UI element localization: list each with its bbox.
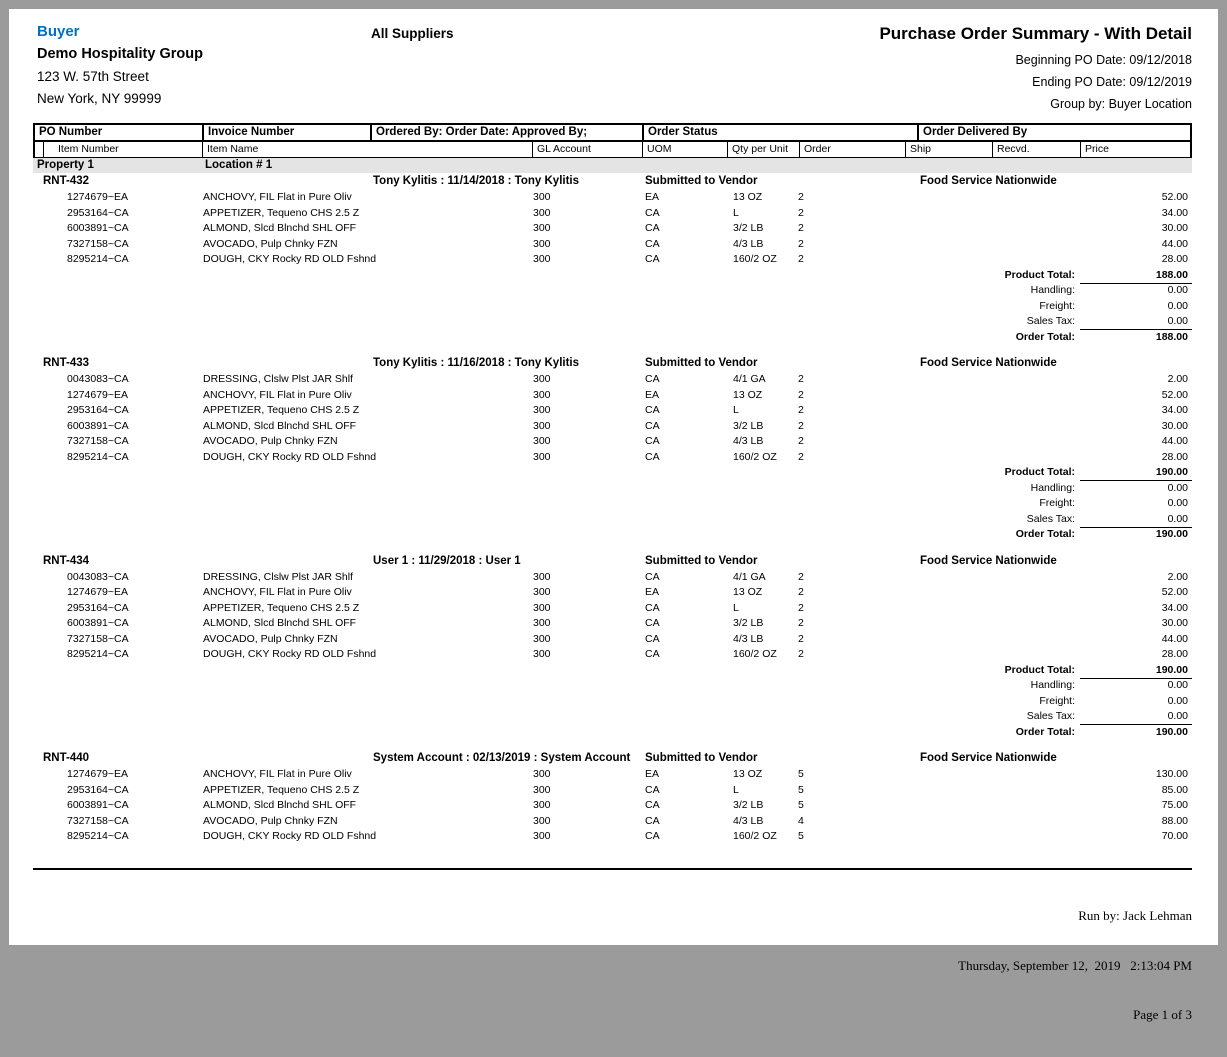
col-order-status: Order Status: [642, 125, 718, 140]
order-status: Submitted to Vendor: [645, 357, 758, 369]
po-number: RNT-433: [43, 357, 90, 369]
order-qty: 2: [798, 450, 804, 463]
col-ship: Ship: [905, 142, 931, 157]
item-name: DOUGH, CKY Rocky RD OLD Fshnd: [203, 253, 377, 265]
order-status: Submitted to Vendor: [645, 175, 758, 187]
order-qty: 2: [798, 586, 804, 598]
product-total-label: Product Total:: [1004, 466, 1075, 478]
item-number: 8295214~CA: [67, 648, 129, 660]
product-total-row: [33, 268, 1192, 284]
report-footer: [958, 875, 1192, 1057]
item-name: APPETIZER, Tequeno CHS 2.5 Z: [203, 601, 360, 614]
gl-account: 300: [533, 419, 551, 432]
order-total-value: 190.00: [1155, 528, 1188, 540]
table-header-item-row: [35, 142, 1190, 157]
gl-account: 300: [533, 570, 551, 583]
address-line-1: 123 W. 57th Street: [37, 69, 149, 84]
order-qty: 2: [798, 632, 804, 645]
po-header-row: [33, 356, 1192, 372]
item-number: 8295214~CA: [67, 830, 129, 842]
freight-row: [33, 299, 1192, 315]
order-total-value: 190.00: [1155, 725, 1188, 738]
col-qty-per-unit: Qty per Unit: [727, 142, 788, 157]
uom: EA: [645, 388, 660, 401]
handling-row: [33, 283, 1192, 299]
item-number: 6003891~CA: [67, 799, 129, 811]
item-number: 2953164~CA: [67, 783, 129, 796]
uom: CA: [645, 783, 660, 796]
item-name: AVOCADO, Pulp Chnky FZN: [203, 814, 338, 827]
sales-tax-label: Sales Tax:: [1026, 315, 1075, 327]
table-header: [33, 123, 1192, 159]
property-name: Property 1: [37, 159, 94, 171]
sales-tax-row: [33, 709, 1192, 725]
uom: CA: [645, 601, 660, 614]
qty-per-unit: 160/2 OZ: [733, 253, 777, 265]
gl-account: 300: [533, 222, 551, 234]
order-qty: 5: [798, 830, 804, 842]
item-number: 1274679~EA: [67, 191, 129, 203]
gl-account: 300: [533, 206, 551, 219]
po-header-row: [33, 174, 1192, 190]
gl-account: 300: [533, 404, 551, 416]
ending-po-date: Ending PO Date: 09/12/2019: [1032, 75, 1192, 89]
qty-per-unit: 4/1 GA: [733, 570, 766, 583]
item-number: 1274679~EA: [67, 586, 129, 598]
item-row: [33, 632, 1192, 648]
price: 34.00: [1161, 404, 1188, 416]
gl-account: 300: [533, 586, 551, 598]
gl-account: 300: [533, 768, 551, 780]
uom: EA: [645, 586, 660, 598]
col-item-name: Item Name: [202, 142, 258, 157]
item-row: [33, 403, 1192, 419]
buyer-label: Buyer: [37, 23, 80, 40]
col-po-number: PO Number: [39, 126, 103, 138]
qty-per-unit: 13 OZ: [733, 768, 763, 780]
po-number: RNT-432: [43, 175, 90, 187]
item-number: 2953164~CA: [67, 601, 129, 614]
freight-value: 0.00: [1167, 694, 1188, 707]
qty-per-unit: 4/3 LB: [733, 435, 764, 447]
order-qty: 5: [798, 768, 804, 780]
item-name: ALMOND, Slcd Blnchd SHL OFF: [203, 419, 357, 432]
uom: CA: [645, 632, 660, 645]
handling-row: [33, 481, 1192, 497]
item-name: AVOCADO, Pulp Chnky FZN: [203, 237, 338, 250]
po-block: [33, 356, 1192, 543]
order-delivered-by: Food Service Nationwide: [920, 357, 1057, 369]
price: 2.00: [1167, 570, 1188, 583]
price: 130.00: [1155, 768, 1188, 780]
qty-per-unit: 4/1 GA: [733, 373, 766, 385]
handling-row: [33, 678, 1192, 694]
col-invoice-number: Invoice Number: [202, 125, 294, 140]
item-name: ALMOND, Slcd Blnchd SHL OFF: [203, 222, 357, 234]
price: 34.00: [1161, 206, 1188, 219]
ordered-by: System Account : 02/13/2019 : System Account: [373, 752, 631, 764]
col-ordered-by: Ordered By: Order Date: Approved By;: [370, 125, 587, 140]
price: 70.00: [1161, 830, 1188, 842]
order-total-row: [33, 527, 1192, 543]
item-row: [33, 252, 1192, 268]
qty-per-unit: L: [733, 404, 739, 416]
uom: CA: [645, 373, 660, 385]
item-name: ANCHOVY, FIL Flat in Pure Oliv: [203, 191, 352, 203]
report-page: [9, 9, 1218, 1022]
product-total-label: Product Total:: [1004, 663, 1075, 676]
item-row: [33, 616, 1192, 632]
order-qty: 5: [798, 783, 804, 796]
order-qty: 2: [798, 388, 804, 401]
group-by: Group by: Buyer Location: [1050, 97, 1192, 111]
qty-per-unit: 4/3 LB: [733, 814, 764, 827]
col-item-number: Item Number: [43, 142, 119, 157]
item-name: DOUGH, CKY Rocky RD OLD Fshnd: [203, 648, 377, 660]
item-number: 7327158~CA: [67, 435, 129, 447]
qty-per-unit: 13 OZ: [733, 388, 763, 401]
item-number: 7327158~CA: [67, 814, 129, 827]
po-number: RNT-434: [43, 554, 90, 567]
buyer-address-block: [37, 23, 203, 113]
item-row: [33, 814, 1192, 830]
item-row: [33, 419, 1192, 435]
price: 28.00: [1161, 450, 1188, 463]
order-delivered-by: Food Service Nationwide: [920, 752, 1057, 764]
handling-value: 0.00: [1167, 481, 1188, 494]
item-number: 1274679~EA: [67, 388, 129, 401]
freight-label: Freight:: [1039, 299, 1075, 312]
item-row: [33, 190, 1192, 206]
order-delivered-by: Food Service Nationwide: [920, 554, 1057, 567]
uom: CA: [645, 435, 660, 447]
item-row: [33, 237, 1192, 253]
address-line-2: New York, NY 99999: [37, 91, 162, 106]
uom: EA: [645, 191, 660, 203]
item-row: [33, 829, 1192, 845]
price: 52.00: [1161, 388, 1188, 401]
order-qty: 2: [798, 435, 804, 447]
report-title: Purchase Order Summary - With Detail: [879, 24, 1192, 43]
item-number: 2953164~CA: [67, 206, 129, 219]
item-number: 8295214~CA: [67, 450, 129, 463]
price: 34.00: [1161, 601, 1188, 614]
handling-value: 0.00: [1167, 679, 1188, 691]
sales-tax-value: 0.00: [1080, 314, 1192, 330]
product-total-row: [33, 663, 1192, 679]
order-qty: 5: [798, 799, 804, 811]
run-by: Run by: Jack Lehman: [1078, 908, 1192, 923]
order-total-row: [33, 330, 1192, 346]
price: 44.00: [1161, 237, 1188, 250]
uom: EA: [645, 768, 660, 780]
uom: CA: [645, 814, 660, 827]
gl-account: 300: [533, 799, 551, 811]
item-name: ANCHOVY, FIL Flat in Pure Oliv: [203, 768, 352, 780]
location-name: Location # 1: [205, 159, 273, 171]
ordered-by: Tony Kylitis : 11/14/2018 : Tony Kylitis: [373, 175, 580, 187]
qty-per-unit: 4/3 LB: [733, 237, 764, 250]
freight-row: [33, 694, 1192, 710]
order-qty: 2: [798, 648, 804, 660]
qty-per-unit: 160/2 OZ: [733, 450, 777, 463]
item-row: [33, 434, 1192, 450]
sales-tax-label: Sales Tax:: [1026, 512, 1075, 525]
order-total-value: 188.00: [1155, 330, 1188, 343]
order-status: Submitted to Vendor: [645, 752, 758, 764]
gl-account: 300: [533, 191, 551, 203]
order-total-label: Order Total:: [1015, 725, 1075, 738]
item-row: [33, 647, 1192, 663]
uom: CA: [645, 450, 660, 463]
price: 44.00: [1161, 435, 1188, 447]
order-total-label: Order Total:: [1015, 528, 1075, 540]
order-qty: 2: [798, 237, 804, 250]
sales-tax-row: [33, 314, 1192, 330]
product-total-row: [33, 465, 1192, 481]
ordered-by: Tony Kylitis : 11/16/2018 : Tony Kylitis: [373, 357, 580, 369]
uom: CA: [645, 419, 660, 432]
price: 75.00: [1161, 799, 1188, 811]
order-qty: 2: [798, 617, 804, 629]
gl-account: 300: [533, 783, 551, 796]
item-number: 1274679~EA: [67, 768, 129, 780]
product-total-value: 190.00: [1080, 465, 1192, 481]
gl-account: 300: [533, 830, 551, 842]
order-qty: 2: [798, 222, 804, 234]
table-header-group-row: [35, 125, 1190, 142]
freight-row: [33, 496, 1192, 512]
run-datetime: Thursday, September 12, 2019 2:13:04 PM: [958, 957, 1192, 973]
gl-account: 300: [533, 450, 551, 463]
item-row: [33, 570, 1192, 586]
price: 85.00: [1161, 783, 1188, 796]
gl-account: 300: [533, 632, 551, 645]
sales-tax-row: [33, 512, 1192, 528]
item-row: [33, 388, 1192, 404]
uom: CA: [645, 799, 660, 811]
handling-label: Handling:: [1030, 284, 1075, 296]
freight-value: 0.00: [1167, 497, 1188, 509]
qty-per-unit: L: [733, 206, 739, 219]
qty-per-unit: 160/2 OZ: [733, 648, 777, 660]
price: 52.00: [1161, 586, 1188, 598]
qty-per-unit: 13 OZ: [733, 191, 763, 203]
item-row: [33, 372, 1192, 388]
uom: CA: [645, 253, 660, 265]
item-row: [33, 798, 1192, 814]
order-qty: 2: [798, 419, 804, 432]
po-block: [33, 751, 1192, 845]
item-name: APPETIZER, Tequeno CHS 2.5 Z: [203, 206, 360, 219]
item-number: 7327158~CA: [67, 632, 129, 645]
item-name: DRESSING, Clslw Plst JAR Shlf: [203, 373, 353, 385]
qty-per-unit: L: [733, 783, 739, 796]
order-status: Submitted to Vendor: [645, 554, 758, 567]
po-header-row: [33, 554, 1192, 570]
gl-account: 300: [533, 253, 551, 265]
po-block: [33, 174, 1192, 345]
item-number: 0043083~CA: [67, 570, 129, 583]
col-gl-account: GL Account: [532, 142, 591, 157]
item-number: 6003891~CA: [67, 419, 129, 432]
item-name: APPETIZER, Tequeno CHS 2.5 Z: [203, 783, 360, 796]
item-name: APPETIZER, Tequeno CHS 2.5 Z: [203, 404, 360, 416]
price: 2.00: [1167, 373, 1188, 385]
qty-per-unit: 4/3 LB: [733, 632, 764, 645]
po-number: RNT-440: [43, 752, 90, 764]
uom: CA: [645, 237, 660, 250]
col-recvd: Recvd.: [992, 142, 1030, 157]
order-qty: 2: [798, 253, 804, 265]
price: 52.00: [1161, 191, 1188, 203]
gl-account: 300: [533, 388, 551, 401]
price: 30.00: [1161, 617, 1188, 629]
orders: [33, 174, 1192, 856]
item-number: 7327158~CA: [67, 237, 129, 250]
item-row: [33, 767, 1192, 783]
qty-per-unit: L: [733, 601, 739, 614]
po-block: [33, 554, 1192, 741]
item-row: [33, 585, 1192, 601]
item-number: 2953164~CA: [67, 404, 129, 416]
sales-tax-label: Sales Tax:: [1026, 710, 1075, 722]
item-name: DOUGH, CKY Rocky RD OLD Fshnd: [203, 450, 377, 463]
price: 28.00: [1161, 253, 1188, 265]
item-name: AVOCADO, Pulp Chnky FZN: [203, 632, 338, 645]
qty-per-unit: 3/2 LB: [733, 617, 764, 629]
gl-account: 300: [533, 814, 551, 827]
page-indicator: Page 1 of 3: [1133, 1007, 1192, 1022]
item-name: DOUGH, CKY Rocky RD OLD Fshnd: [203, 830, 377, 842]
order-qty: 2: [798, 191, 804, 203]
uom: CA: [645, 404, 660, 416]
item-row: [33, 221, 1192, 237]
gl-account: 300: [533, 373, 551, 385]
group-row: [33, 158, 1192, 173]
item-name: AVOCADO, Pulp Chnky FZN: [203, 435, 338, 447]
product-total-value: 188.00: [1080, 268, 1192, 284]
product-total-value: 190.00: [1080, 663, 1192, 679]
product-total-label: Product Total:: [1004, 268, 1075, 281]
freight-label: Freight:: [1039, 694, 1075, 707]
item-number: 6003891~CA: [67, 617, 129, 629]
uom: CA: [645, 206, 660, 219]
order-delivered-by: Food Service Nationwide: [920, 175, 1057, 187]
order-total-row: [33, 725, 1192, 741]
order-total-label: Order Total:: [1015, 330, 1075, 343]
order-qty: 2: [798, 373, 804, 385]
item-row: [33, 783, 1192, 799]
uom: CA: [645, 617, 660, 629]
price: 88.00: [1161, 814, 1188, 827]
item-name: DRESSING, Clslw Plst JAR Shlf: [203, 570, 353, 583]
order-qty: 2: [798, 206, 804, 219]
item-name: ANCHOVY, FIL Flat in Pure Oliv: [203, 388, 352, 401]
col-order-delivered-by: Order Delivered By: [917, 125, 1027, 140]
item-row: [33, 206, 1192, 222]
item-row: [33, 450, 1192, 466]
gl-account: 300: [533, 648, 551, 660]
qty-per-unit: 160/2 OZ: [733, 830, 777, 842]
qty-per-unit: 13 OZ: [733, 586, 763, 598]
item-name: ALMOND, Slcd Blnchd SHL OFF: [203, 617, 357, 629]
order-qty: 2: [798, 570, 804, 583]
order-qty: 2: [798, 404, 804, 416]
qty-per-unit: 3/2 LB: [733, 222, 764, 234]
col-price: Price: [1080, 142, 1109, 157]
order-qty: 4: [798, 814, 804, 827]
handling-label: Handling:: [1030, 679, 1075, 691]
price: 44.00: [1161, 632, 1188, 645]
col-order: Order: [799, 142, 831, 157]
price: 30.00: [1161, 222, 1188, 234]
item-name: ANCHOVY, FIL Flat in Pure Oliv: [203, 586, 352, 598]
sales-tax-value: 0.00: [1080, 512, 1192, 528]
price: 30.00: [1161, 419, 1188, 432]
po-header-row: [33, 751, 1192, 767]
item-number: 8295214~CA: [67, 253, 129, 265]
uom: CA: [645, 648, 660, 660]
freight-value: 0.00: [1167, 299, 1188, 312]
handling-value: 0.00: [1167, 284, 1188, 296]
order-qty: 2: [798, 601, 804, 614]
company-name: Demo Hospitality Group: [37, 46, 203, 62]
suppliers-scope: All Suppliers: [371, 26, 454, 41]
gl-account: 300: [533, 435, 551, 447]
item-number: 0043083~CA: [67, 373, 129, 385]
col-uom: UOM: [642, 142, 672, 157]
beginning-po-date: Beginning PO Date: 09/12/2018: [1015, 53, 1192, 67]
sales-tax-value: 0.00: [1080, 709, 1192, 725]
qty-per-unit: 3/2 LB: [733, 419, 764, 432]
uom: CA: [645, 570, 660, 583]
handling-label: Handling:: [1030, 481, 1075, 494]
gl-account: 300: [533, 617, 551, 629]
uom: CA: [645, 830, 660, 842]
gl-account: 300: [533, 237, 551, 250]
gl-account: 300: [533, 601, 551, 614]
report-header-block: [879, 24, 1192, 115]
ordered-by: User 1 : 11/29/2018 : User 1: [373, 554, 521, 567]
footer-rule: [33, 868, 1192, 870]
price: 28.00: [1161, 648, 1188, 660]
item-number: 6003891~CA: [67, 222, 129, 234]
qty-per-unit: 3/2 LB: [733, 799, 764, 811]
uom: CA: [645, 222, 660, 234]
item-name: ALMOND, Slcd Blnchd SHL OFF: [203, 799, 357, 811]
item-row: [33, 601, 1192, 617]
freight-label: Freight:: [1039, 497, 1075, 509]
